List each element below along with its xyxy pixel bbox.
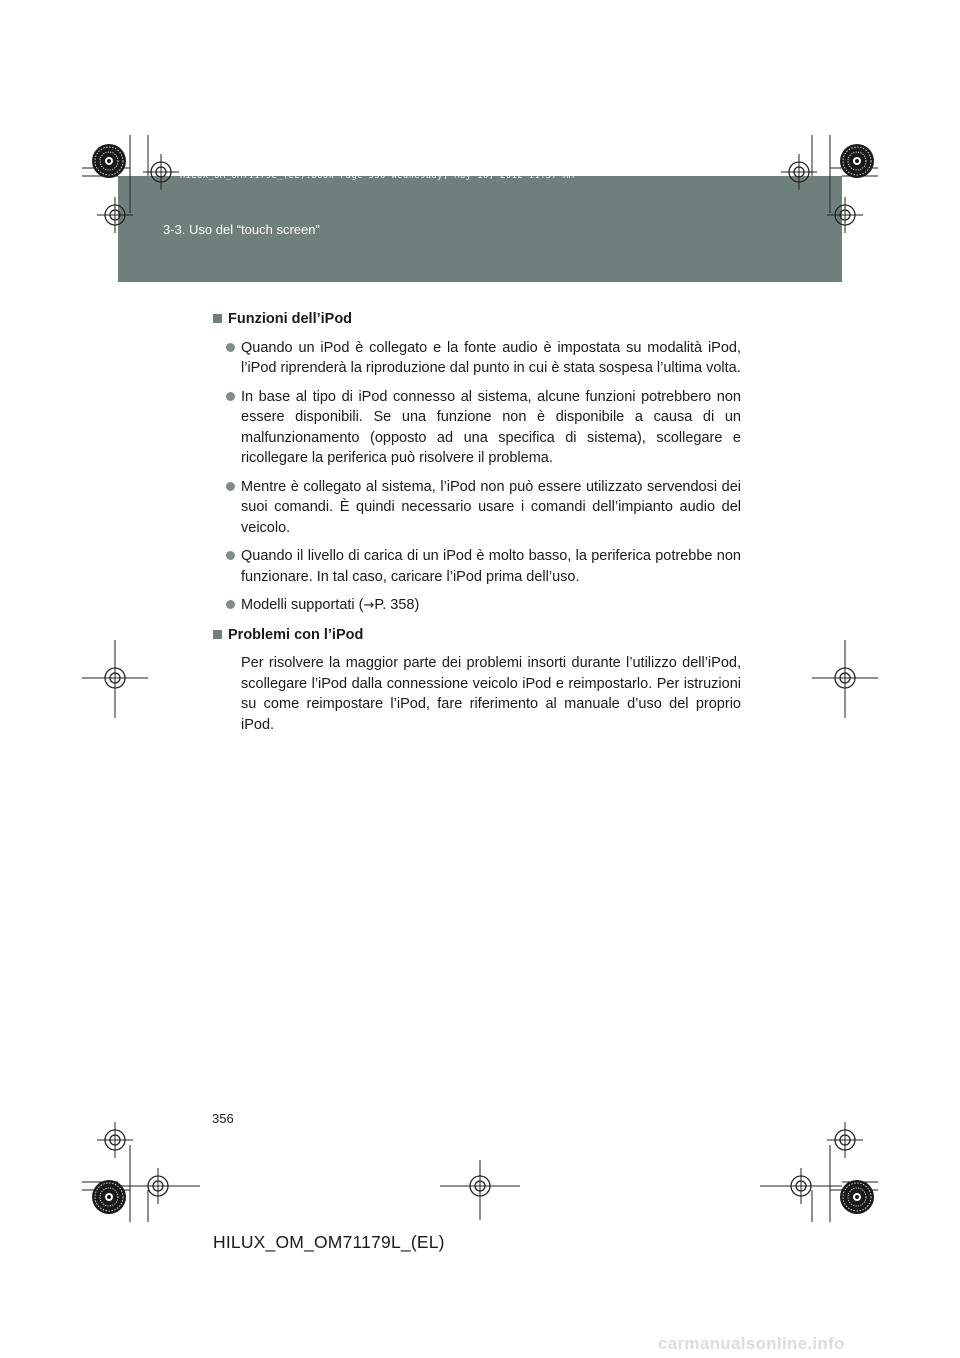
book-stamp: HILUX_OM_OM71179L_(EL).book Page 356 Wednesday, May 16, 2012 11:37 AM [180,171,575,181]
round-bullet-icon [226,392,235,401]
section-heading-funzioni: Funzioni dell’iPod [213,309,741,330]
list-item-supported-models: Modelli supportati (→P. 358) [213,595,741,617]
document-code: HILUX_OM_OM71179L_(EL) [213,1232,445,1252]
footer-watermark-url: carmanualsonline.info [658,1334,845,1353]
square-bullet-icon [213,314,222,323]
round-bullet-icon [226,343,235,352]
list-item: Quando un iPod è collegato e la fonte audio è impostata su modalità iPod, l’iPod riprenderà la riproduzione dal punto in cui è stata sospesa l’ultima volta. [213,338,741,379]
page-reference-link[interactable]: P. 358) [374,597,420,613]
list-item: Mentre è collegato al sistema, l’iPod non può essere utilizzato servendosi dei suoi comandi. È quindi necessario usare i comandi dell’impianto audio del veicolo. [213,477,741,539]
list-item: Quando il livello di carica di un iPod è molto basso, la periferica potrebbe non funzionare. In tal caso, caricare l’iPod prima dell’uso. [213,546,741,587]
round-bullet-icon [226,482,235,491]
section-heading-problemi: Problemi con l’iPod [213,625,741,646]
round-bullet-icon [226,600,235,609]
section-label: 3-3. Uso del “touch screen” [163,222,320,237]
list-item: In base al tipo di iPod connesso al sistema, alcune funzioni potrebbero non essere disponibili. Se una funzione non è disponibile a causa di un malfunzionamento (opposto ad una specifica di sistema), scollegare e ricollegare la periferica può risolvere il problema. [213,387,741,469]
content [213,309,741,743]
square-bullet-icon [213,630,222,639]
round-bullet-icon [226,551,235,560]
paragraph-problemi: Per risolvere la maggior parte dei problemi insorti durante l’utilizzo dell’iPod, scollegare l’iPod dalla connessione veicolo iPod e reimpostarlo. Per istruzioni su come reimpostare l’iPod, fare riferimento al manuale d’uso del proprio iPod. [241,655,741,733]
arrow-right-icon: → [363,598,375,613]
page-number: 356 [212,1111,234,1126]
